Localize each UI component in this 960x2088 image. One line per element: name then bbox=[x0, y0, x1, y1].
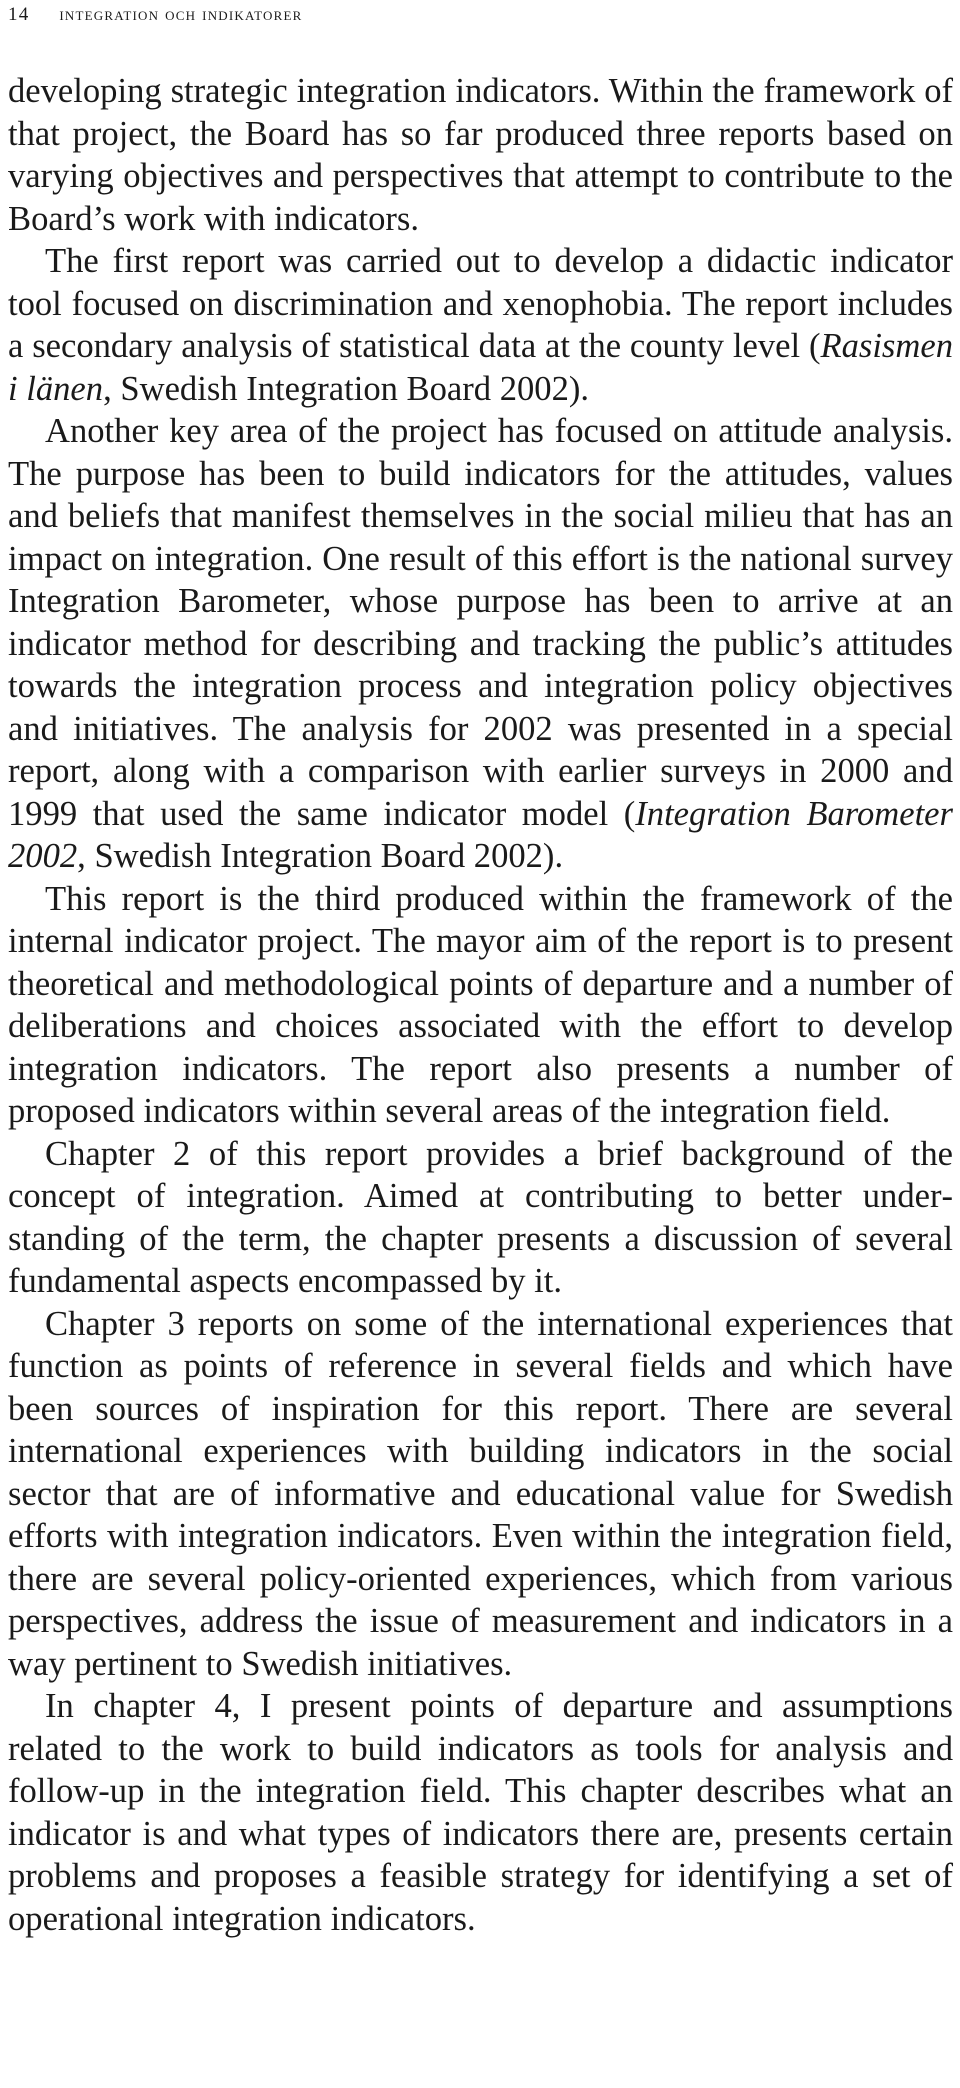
paragraph-first-report bbox=[8, 240, 953, 410]
running-head bbox=[8, 4, 303, 26]
paragraph-continuation: developing strategic integration indicators. Within the framework of that project, the Board has so far produced three reports based on varying objectives and perspectives that attempt to contribute to the Board’s work with indicators. bbox=[8, 72, 953, 238]
paragraph-chapter-3: Chapter 3 reports on some of the international experiences that function as points of reference in several fields and which have been sources of inspiration for this report. There are several international experiences with building indicators in the social sector that are of informative and educational value for Swedish efforts with integration indicators. Even within the integration field, there are several policy-oriented experiences, which from various perspectives, address the issue of measurement and indicators in a way pertinent to Swedish initiatives. bbox=[8, 1304, 953, 1683]
paragraph-third-report: This report is the third produced within the framework of the internal indicator project. The mayor aim of the report is to present theoretical and methodological points of departure and a number of deliberations and choices associated with the effort to develop integration indicators. The report also presents a number of proposed indicators within several areas of the integration field. bbox=[8, 879, 953, 1130]
body-text bbox=[8, 70, 953, 1940]
paragraph-text: , Swedish Integration Board 2002). bbox=[77, 837, 564, 875]
paragraph-chapter-4: In chapter 4, I present points of departure and assumptions related to the work to build indicators as tools for analysis and follow-up in the integration field. This chapter describes what an indicator is and what types of indicators there are, presents certain problems and proposes a feasible strategy for identifying a set of operational integration indicators. bbox=[8, 1687, 953, 1938]
running-title: integration och indikatorer bbox=[59, 4, 303, 25]
paragraph-attitude-analysis bbox=[8, 410, 953, 878]
report-title: Rasismen i länen bbox=[8, 327, 953, 408]
page-number: 14 bbox=[8, 4, 30, 25]
paragraph-text: The first report was carried out to develop a didactic indicator tool focused on discrimination and xenophobia. The report includes a secondary analysis of statistical data at the county level ( bbox=[8, 242, 953, 365]
paragraph-text: , Swedish Integration Board 2002). bbox=[103, 369, 590, 408]
report-title: Integration Barometer 2002 bbox=[8, 794, 953, 875]
paragraph-chapter-2: Chapter 2 of this report provides a brief background of the concept of integration. Aimed at contributing to better understanding of the term, the chapter presents a discussion of several fundamental aspects encompassed by it. bbox=[8, 1134, 953, 1300]
paragraph-text: Another key area of the project has focused on attitude analysis. The purpose has been to build indicators for the attitudes, values and beliefs that manifest themselves in the social milieu that has an impact on integration. One result of this effort is the national survey Integration Barometer, whose purpose has been to arrive at an indicator method for describing and tracking the public’s attitudes towards the integration process and integration policy objectives and initiatives. The analysis for 2002 was presented in a special report, along with a comparison with earlier surveys in 2000 and 1999 that used the same indicator model ( bbox=[8, 412, 953, 833]
